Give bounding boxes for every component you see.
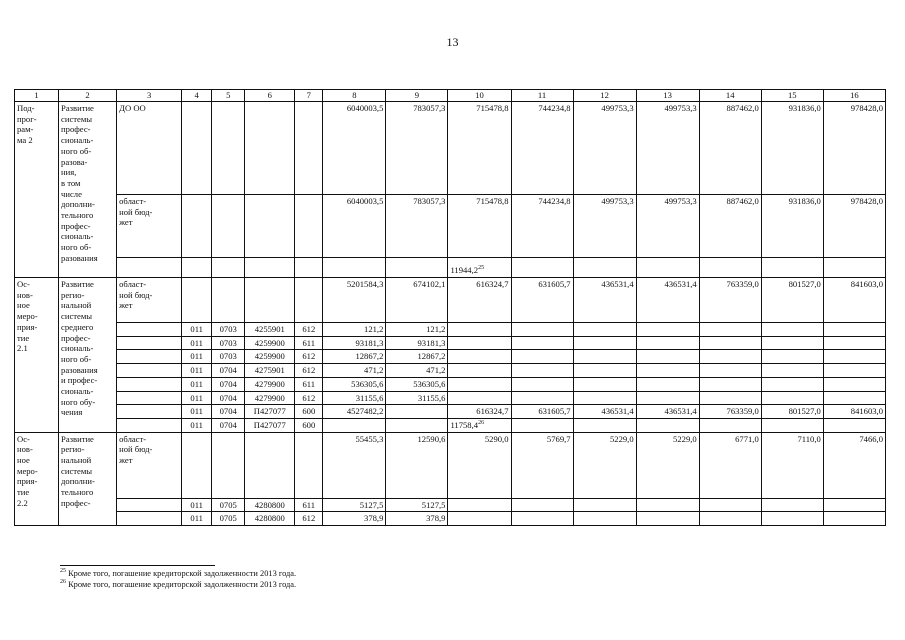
table-row (15, 498, 886, 512)
table-cell (761, 391, 823, 405)
table-cell (386, 405, 448, 419)
table-cell (386, 418, 448, 432)
table-cell: 436531,4 (636, 278, 699, 323)
table-cell (699, 498, 761, 512)
table-cell: 631605,7 (511, 278, 573, 323)
table-cell (448, 391, 511, 405)
table-cell: 801527,0 (761, 405, 823, 419)
table-cell: 5769,7 (511, 432, 573, 498)
table-cell (245, 102, 295, 195)
header-cell: 8 (323, 90, 386, 102)
table-cell (448, 512, 511, 526)
table-cell: 378,9 (386, 512, 448, 526)
table-cell (212, 102, 245, 195)
table-cell: 600 (295, 405, 323, 419)
header-cell: 7 (295, 90, 323, 102)
table-cell (761, 377, 823, 391)
table-cell (511, 350, 573, 364)
table-cell: 744234,8 (511, 102, 573, 195)
table-cell: 5229,0 (636, 432, 699, 498)
table-cell (823, 391, 885, 405)
table-cell: 611 (295, 498, 323, 512)
table-cell (448, 418, 511, 432)
header-cell: 15 (761, 90, 823, 102)
table-cell: 978428,0 (823, 102, 885, 195)
table-cell: 5201584,3 (323, 278, 386, 323)
table-cell: 011 (182, 377, 212, 391)
table-cell: 978428,0 (823, 195, 885, 258)
table-cell (699, 258, 761, 278)
table-cell: 471,2 (323, 364, 386, 378)
cell-value: 11758,4 (450, 419, 479, 430)
header-cell: 4 (182, 90, 212, 102)
table-cell (245, 432, 295, 498)
table-cell (182, 432, 212, 498)
table-cell: 12867,2 (386, 350, 448, 364)
table-cell (448, 323, 511, 337)
table-cell: 6040003,5 (323, 102, 386, 195)
table-cell: 011 (182, 418, 212, 432)
table-cell (573, 336, 636, 350)
table-cell: 612 (295, 512, 323, 526)
table-cell: 600 (295, 418, 323, 432)
table-cell (636, 498, 699, 512)
table-cell: Развитие регио- нальной системы дополни- тельного профес- (59, 432, 117, 525)
table-cell: 7466,0 (823, 432, 885, 498)
table-cell: 744234,8 (511, 195, 573, 258)
table-cell (636, 391, 699, 405)
table-cell: 0705 (212, 498, 245, 512)
table-cell: 5127,5 (323, 498, 386, 512)
cell-value: 11944,2 (450, 265, 479, 276)
table-cell (448, 498, 511, 512)
table-cell: ДО ОО (117, 102, 182, 195)
table-cell (323, 258, 386, 278)
table-cell (511, 258, 573, 278)
page-number: 13 (446, 35, 459, 49)
table-cell (511, 418, 573, 432)
table-cell (117, 512, 182, 526)
header-cell: 3 (117, 90, 182, 102)
table-cell: 6040003,5 (323, 195, 386, 258)
table-cell (511, 323, 573, 337)
table-cell: 011 (182, 391, 212, 405)
table-cell: 471,2 (386, 364, 448, 378)
table-cell: 4279900 (245, 391, 295, 405)
table-cell (573, 323, 636, 337)
table-cell (699, 391, 761, 405)
table-cell (761, 336, 823, 350)
footnote-26: $^{26}$ Кроме того, погашение кредиторской задолженности 2013 года. (60, 579, 297, 589)
table-cell (636, 258, 699, 278)
table-cell (761, 323, 823, 337)
budget-table (14, 89, 886, 526)
table-cell: 31155,6 (323, 391, 386, 405)
table-cell (117, 364, 182, 378)
table-cell (295, 432, 323, 498)
table-cell (636, 377, 699, 391)
table-cell (212, 432, 245, 498)
table-cell (636, 418, 699, 432)
table-cell (117, 350, 182, 364)
table-cell: 536305,6 (323, 377, 386, 391)
table-cell: Развитие регио- нальной системы среднего профес- сиональ- ного об- разования и профес- сиональ- ного обу- чения (59, 278, 117, 433)
table-cell: 763359,0 (699, 278, 761, 323)
table-cell: 715478,8 (448, 195, 511, 258)
table-cell: 12867,2 (323, 350, 386, 364)
table-cell: 4279900 (245, 377, 295, 391)
table-cell (323, 418, 386, 432)
table-cell: 841603,0 (823, 405, 885, 419)
header-cell: 11 (511, 90, 573, 102)
table-cell (511, 364, 573, 378)
table-cell: 4255901 (245, 323, 295, 337)
table-row (15, 102, 886, 195)
table-cell: 4527482,2 (323, 405, 386, 419)
table-cell: 011 (182, 498, 212, 512)
table-cell: 612 (295, 364, 323, 378)
table-cell (761, 350, 823, 364)
table-cell: 763359,0 (699, 405, 761, 419)
table-cell: 6771,0 (699, 432, 761, 498)
table-cell: 499753,3 (636, 102, 699, 195)
table-cell: 0703 (212, 336, 245, 350)
table-cell (823, 377, 885, 391)
header-cell: 12 (573, 90, 636, 102)
table-row (15, 323, 886, 337)
table-cell: П427077 (245, 405, 295, 419)
table-cell (245, 258, 295, 278)
table-cell (699, 336, 761, 350)
table-cell (212, 278, 245, 323)
table-row (15, 278, 886, 323)
table-cell (511, 512, 573, 526)
table-cell: 616324,7 (448, 405, 511, 419)
table-cell: 631605,7 (511, 405, 573, 419)
table-cell (117, 377, 182, 391)
header-cell: 10 (448, 90, 511, 102)
table-cell: 93181,3 (386, 336, 448, 350)
table-cell: 715478,8 (448, 102, 511, 195)
table-cell (823, 512, 885, 526)
table-cell: 436531,4 (573, 405, 636, 419)
table-cell: 121,2 (386, 323, 448, 337)
table-cell (573, 364, 636, 378)
table-cell: 4280800 (245, 512, 295, 526)
table-cell: 0705 (212, 512, 245, 526)
table-cell (699, 323, 761, 337)
table-row (15, 418, 886, 432)
table-cell (448, 350, 511, 364)
table-cell (245, 278, 295, 323)
table-cell (117, 498, 182, 512)
table-cell (823, 350, 885, 364)
table-cell: 121,2 (323, 323, 386, 337)
table-cell: 801527,0 (761, 278, 823, 323)
table-cell (636, 323, 699, 337)
table-cell: 5290,0 (448, 432, 511, 498)
table-cell: 4259900 (245, 350, 295, 364)
table-cell: 55455,3 (323, 432, 386, 498)
table-cell (117, 323, 182, 337)
table-row (15, 336, 886, 350)
table-cell: 612 (295, 323, 323, 337)
table-cell: 5229,0 (573, 432, 636, 498)
table-cell (245, 195, 295, 258)
table-cell (448, 336, 511, 350)
table-cell (636, 364, 699, 378)
table-cell (823, 364, 885, 378)
table-cell (573, 258, 636, 278)
table-cell: 536305,6 (386, 377, 448, 391)
table-cell (699, 350, 761, 364)
table-cell (511, 498, 573, 512)
table-cell: 0704 (212, 377, 245, 391)
table-cell (117, 405, 182, 419)
footnote-divider (60, 565, 215, 566)
table-cell (573, 418, 636, 432)
table-cell: 011 (182, 323, 212, 337)
table-row (15, 432, 886, 498)
table-cell (511, 377, 573, 391)
table-cell (117, 418, 182, 432)
table-cell: 93181,3 (323, 336, 386, 350)
table-cell: 436531,4 (636, 405, 699, 419)
table-cell (182, 258, 212, 278)
table-cell (699, 418, 761, 432)
table-cell: 616324,7 (448, 278, 511, 323)
table-cell: 12590,6 (386, 432, 448, 498)
table-row (15, 512, 886, 526)
table-row (15, 377, 886, 391)
table-cell (511, 336, 573, 350)
table-cell: 674102,1 (386, 278, 448, 323)
table-cell (117, 336, 182, 350)
table-cell: 611 (295, 336, 323, 350)
footnote-mark: 26 (478, 420, 485, 427)
table-row (15, 364, 886, 378)
table-cell (636, 512, 699, 526)
table-cell (448, 258, 511, 278)
table-cell (699, 364, 761, 378)
header-cell: 2 (59, 90, 117, 102)
header-row (15, 90, 886, 102)
table-cell (761, 258, 823, 278)
table-cell (448, 377, 511, 391)
header-cell: 5 (212, 90, 245, 102)
table-cell: 011 (182, 364, 212, 378)
table-cell (448, 364, 511, 378)
table-cell: 887462,0 (699, 102, 761, 195)
footnote-25: $^{25}$ Кроме того, погашение кредиторской задолженности 2013 года. (60, 568, 297, 578)
table-row (15, 195, 886, 258)
table-cell: 7110,0 (761, 432, 823, 498)
table-cell: П427077 (245, 418, 295, 432)
table-cell: 011 (182, 350, 212, 364)
table-cell (212, 258, 245, 278)
header-cell: 6 (245, 90, 295, 102)
table-cell (182, 102, 212, 195)
table-cell: 011 (182, 336, 212, 350)
table-cell (182, 278, 212, 323)
table-cell (761, 498, 823, 512)
table-row (15, 258, 886, 278)
table-cell (573, 391, 636, 405)
table-cell (823, 336, 885, 350)
table-cell: 4259900 (245, 336, 295, 350)
table-cell: 783057,3 (386, 102, 448, 195)
table-cell: област- ной бюд- жет (117, 195, 182, 258)
table-cell: област- ной бюд- жет (117, 432, 182, 498)
table-cell (573, 350, 636, 364)
footnotes (60, 568, 296, 590)
table-cell: 0704 (212, 391, 245, 405)
table-cell (573, 512, 636, 526)
table-cell (117, 391, 182, 405)
table-cell (636, 336, 699, 350)
table-cell: 931836,0 (761, 102, 823, 195)
table-cell (295, 102, 323, 195)
table-cell (117, 258, 182, 278)
table-row (15, 391, 886, 405)
table-cell (761, 418, 823, 432)
table-cell (295, 195, 323, 258)
table-cell (823, 418, 885, 432)
table-cell: 499753,3 (573, 195, 636, 258)
table-cell (636, 350, 699, 364)
table-cell (823, 498, 885, 512)
table-cell (699, 512, 761, 526)
footnote-mark: 25 (478, 265, 485, 272)
table-cell (182, 195, 212, 258)
table-cell: Ос- нов- ное меро- прия- тие 2.2 (15, 432, 59, 525)
header-cell: 13 (636, 90, 699, 102)
table-cell: 0704 (212, 405, 245, 419)
table-cell (761, 512, 823, 526)
table-cell: 611 (295, 377, 323, 391)
table-cell: 4280800 (245, 498, 295, 512)
table-cell: 0703 (212, 350, 245, 364)
table-cell (573, 377, 636, 391)
table-cell: 0704 (212, 364, 245, 378)
table-row (15, 405, 886, 419)
table-cell: 0704 (212, 418, 245, 432)
table-cell: 499753,3 (573, 102, 636, 195)
table-cell: 499753,3 (636, 195, 699, 258)
header-cell: 16 (823, 90, 885, 102)
table-cell: 011 (182, 512, 212, 526)
table-cell (823, 323, 885, 337)
table-cell: 931836,0 (761, 195, 823, 258)
table-cell: 612 (295, 391, 323, 405)
table-cell: област- ной бюд- жет (117, 278, 182, 323)
table-cell (295, 258, 323, 278)
table-cell (295, 278, 323, 323)
table-cell (823, 258, 885, 278)
table-cell: 31155,6 (386, 391, 448, 405)
table-cell: 612 (295, 350, 323, 364)
table-cell: Под- прог- рам- ма 2 (15, 102, 59, 278)
table-cell: 0703 (212, 323, 245, 337)
header-cell: 14 (699, 90, 761, 102)
table-cell (761, 364, 823, 378)
table-cell: 4275901 (245, 364, 295, 378)
header-cell: 9 (386, 90, 448, 102)
header-cell: 1 (15, 90, 59, 102)
table-cell (511, 391, 573, 405)
table-cell (699, 377, 761, 391)
table-cell: Развитие системы профес- сиональ- ного об- разова- ния, в том числе дополни- тельного профес- сиональ- ного об- разования (59, 102, 117, 278)
table-cell (386, 258, 448, 278)
table-cell: 011 (182, 405, 212, 419)
table-cell: 783057,3 (386, 195, 448, 258)
table-cell: 841603,0 (823, 278, 885, 323)
table-cell: 436531,4 (573, 278, 636, 323)
table-cell: 5127,5 (386, 498, 448, 512)
table-cell: 378,9 (323, 512, 386, 526)
table-cell (573, 498, 636, 512)
table-cell (212, 195, 245, 258)
table-row (15, 350, 886, 364)
table-cell: 887462,0 (699, 195, 761, 258)
table-cell: Ос- нов- ное меро- прия- тие 2.1 (15, 278, 59, 433)
